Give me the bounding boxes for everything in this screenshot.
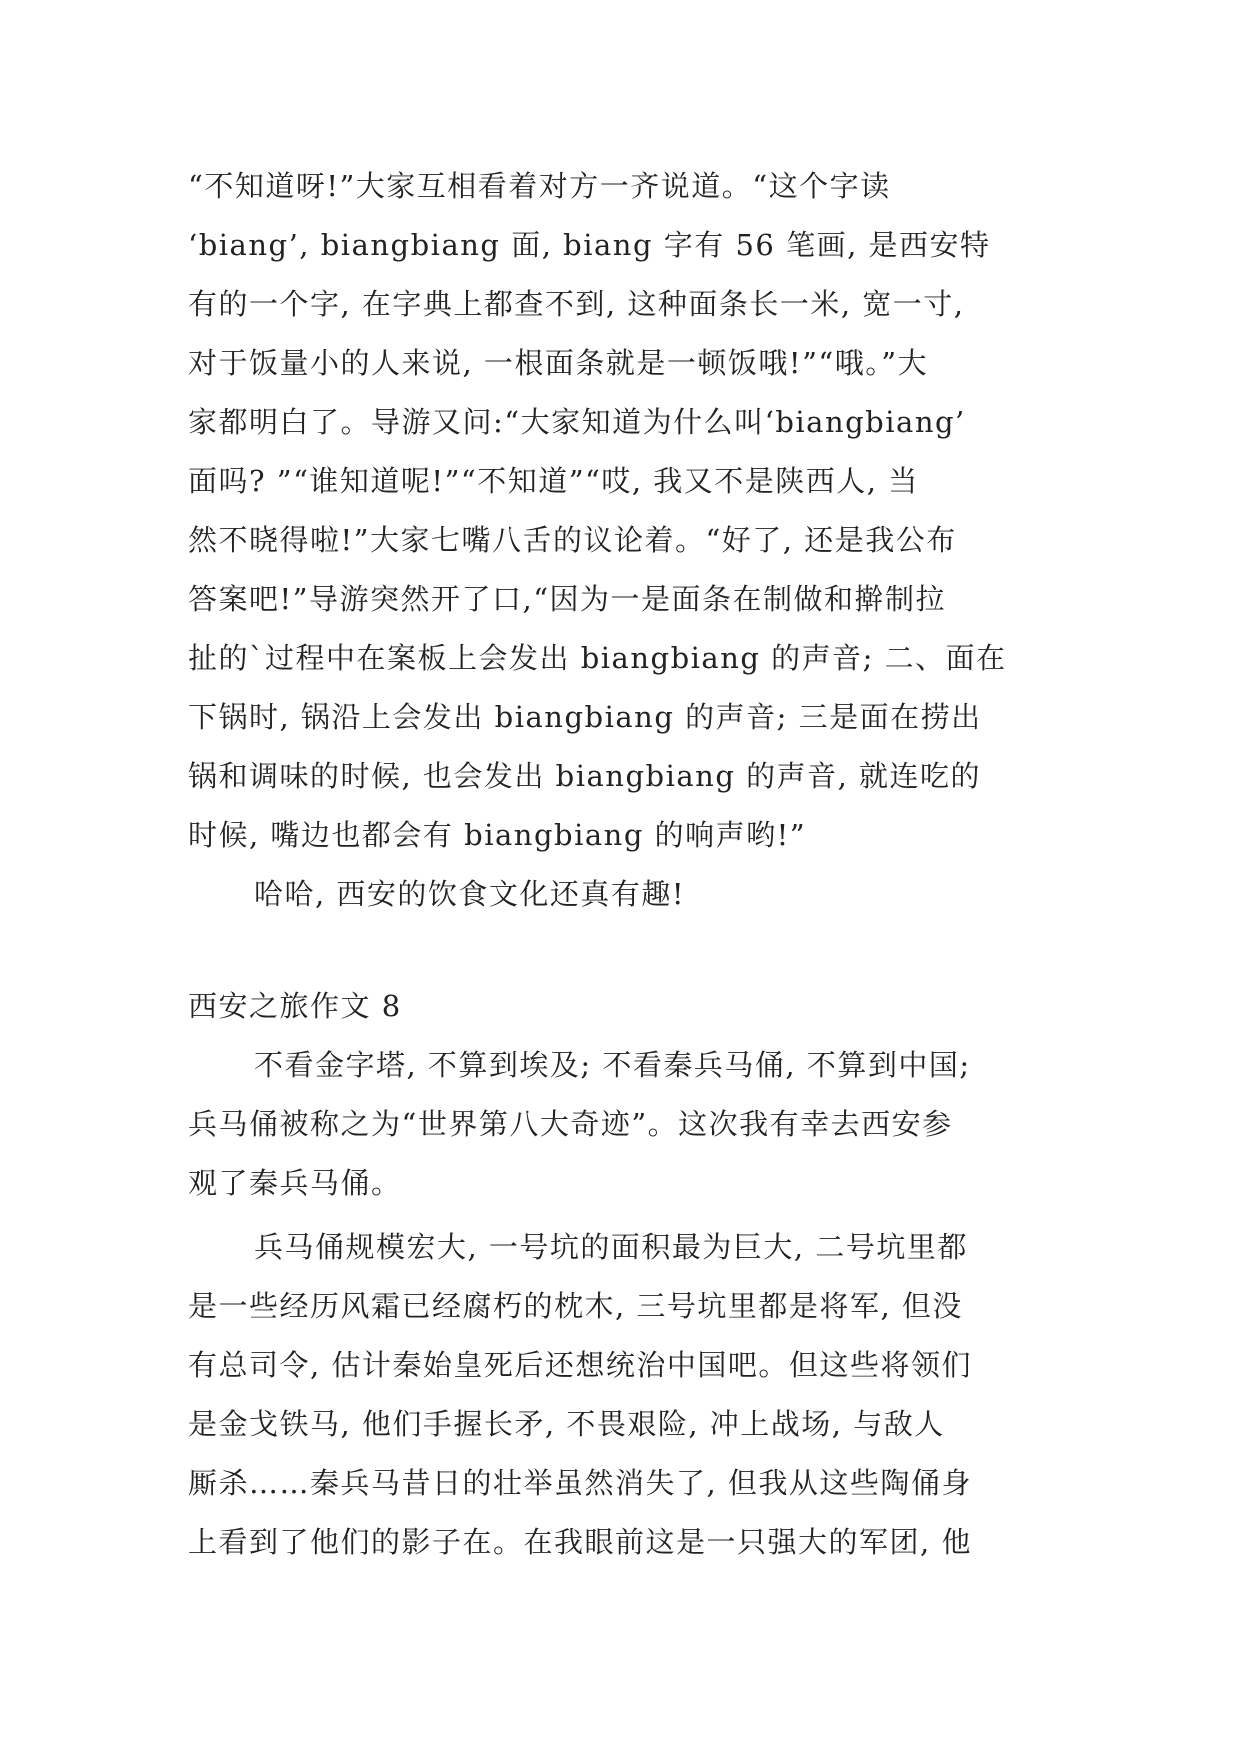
paragraph-line: 锅和调味的时候, 也会发出 biangbiang 的声音, 就连吃的 xyxy=(188,759,982,793)
paragraph-line: 兵马俑被称之为“世界第八大奇迹”。这次我有幸去西安参 xyxy=(188,1107,953,1141)
paragraph-line: 面吗? ”“谁知道呢!”“不知道”“哎, 我又不是陕西人, 当 xyxy=(188,464,919,498)
paragraph-line: 是一些经历风霜已经腐朽的枕木, 三号坑里都是将军, 但没 xyxy=(188,1289,963,1323)
paragraph-line: 不看金字塔, 不算到埃及; 不看秦兵马俑, 不算到中国; xyxy=(254,1048,971,1082)
paragraph-line: 时候, 嘴边也都会有 biangbiang 的响声哟!” xyxy=(188,818,807,852)
paragraph-closing-remark: 哈哈, 西安的饮食文化还真有趣! xyxy=(254,877,686,911)
paragraph-line: 兵马俑规模宏大, 一号坑的面积最为巨大, 二号坑里都 xyxy=(254,1230,968,1264)
paragraph-line: 上看到了他们的影子在。在我眼前这是一只强大的军团, 他 xyxy=(188,1525,972,1559)
paragraph-line: “不知道呀!”大家互相看着对方一齐说道。“这个字读 xyxy=(188,169,891,203)
paragraph-line: 然不晓得啦!”大家七嘴八舌的议论着。“好了, 还是我公布 xyxy=(188,523,957,557)
paragraph-line: 家都明白了。导游又问:“大家知道为什么叫‘biangbiang’ xyxy=(188,405,966,439)
paragraph-biangbiang-dialogue xyxy=(188,157,1058,924)
section-title: 西安之旅作文 8 xyxy=(188,989,402,1023)
paragraph-terracotta-intro xyxy=(188,1036,1058,1213)
paragraph-line: 有的一个字, 在字典上都查不到, 这种面条长一米, 宽一寸, xyxy=(188,287,965,321)
paragraph-line: 观了秦兵马俑。 xyxy=(188,1166,402,1200)
paragraph-line: 有总司令, 估计秦始皇死后还想统治中国吧。但这些将领们 xyxy=(188,1348,972,1382)
paragraph-terracotta-pits xyxy=(188,1218,1058,1572)
paragraph-line: 厮杀……秦兵马昔日的壮举虽然消失了, 但我从这些陶俑身 xyxy=(188,1466,972,1500)
paragraph-line: 下锅时, 锅沿上会发出 biangbiang 的声音; 三是面在捞出 xyxy=(188,700,982,734)
paragraph-line: 答案吧!”导游突然开了口,“因为一是面条在制做和擀制拉 xyxy=(188,582,947,616)
paragraph-line: 是金戈铁马, 他们手握长矛, 不畏艰险, 冲上战场, 与敌人 xyxy=(188,1407,945,1441)
paragraph-line: ‘biang’, biangbiang 面, biang 字有 56 笔画, 是西安特 xyxy=(188,228,991,262)
paragraph-line: 扯的`过程中在案板上会发出 biangbiang 的声音; 二、面在 xyxy=(188,641,1007,675)
paragraph-line: 对于饭量小的人来说, 一根面条就是一顿饭哦!”“哦。”大 xyxy=(188,346,929,380)
